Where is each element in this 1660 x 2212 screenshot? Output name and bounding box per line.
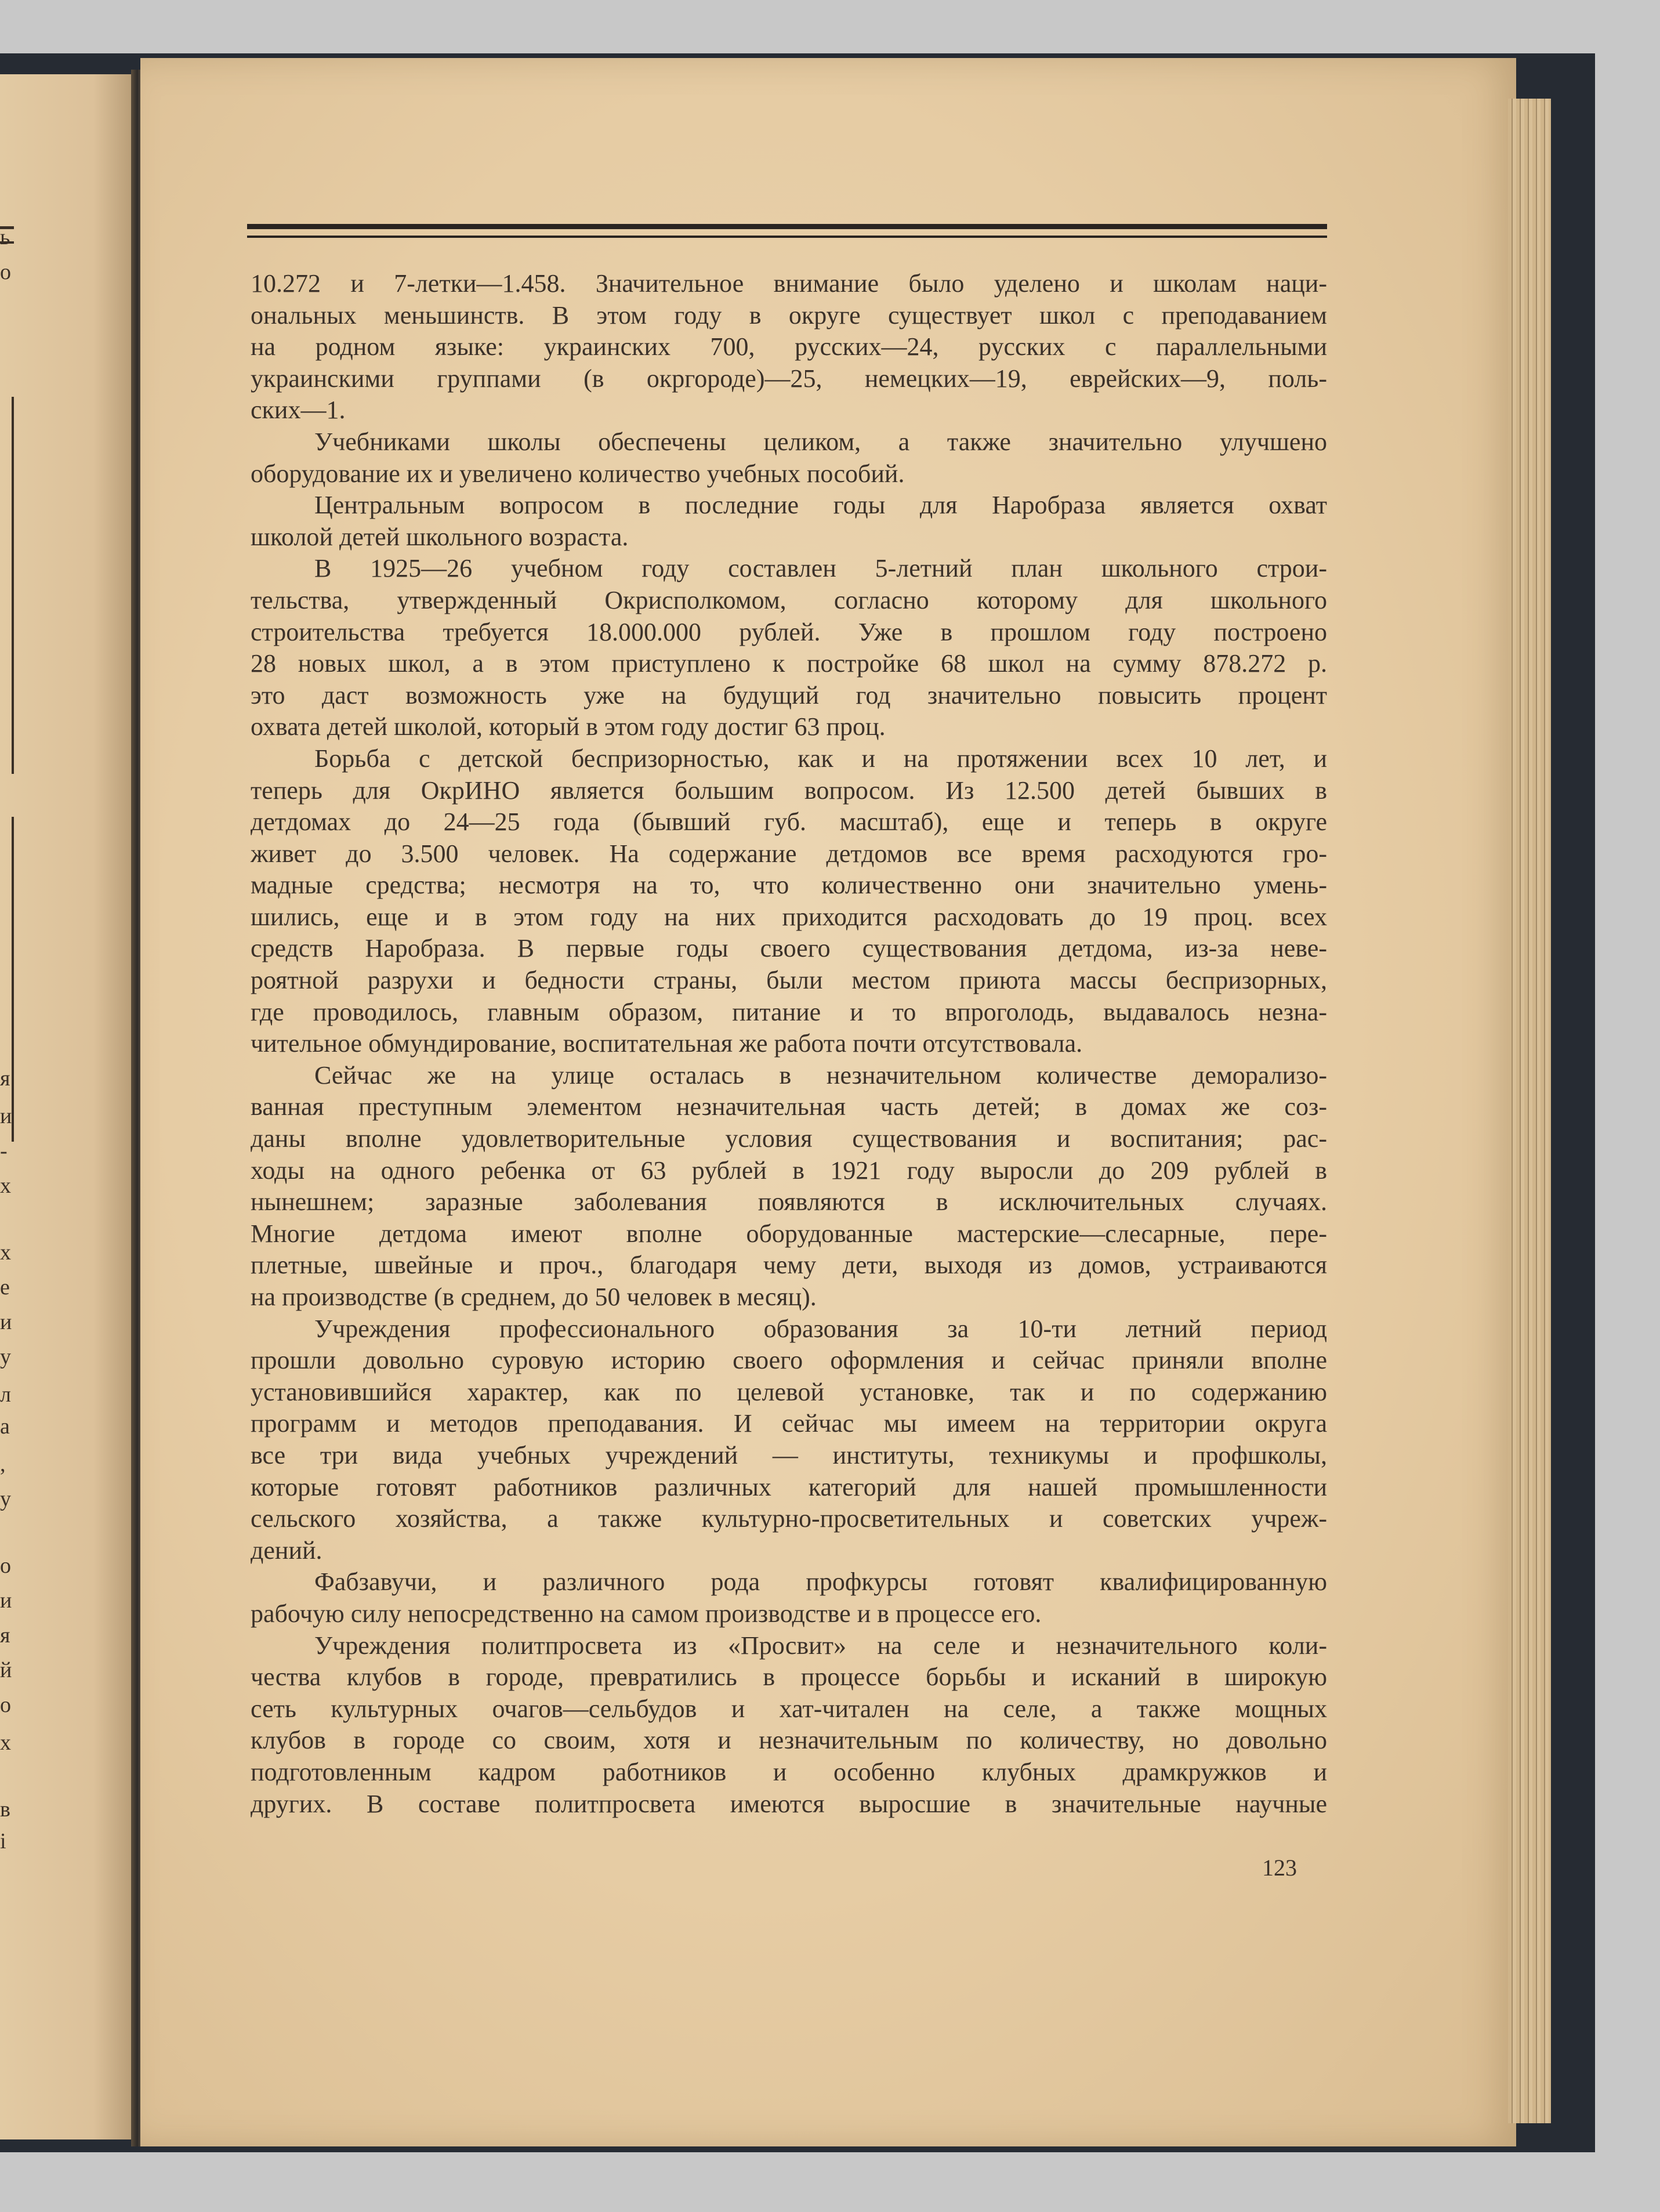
left-page-edge-letter: х <box>0 1174 11 1198</box>
text-line: Многие детдома имеют вполне оборудованные мастерские—слесарные, пере- <box>251 1219 1327 1248</box>
text-line: теперь для ОкрИНО является большим вопросом. Из 12.500 детей бывших в <box>251 776 1327 805</box>
left-page-edge-letter: е <box>0 1275 10 1299</box>
left-page-edge-letter: о <box>0 1554 11 1578</box>
left-page-edge-letter: і <box>0 1829 6 1853</box>
text-line: чества клубов в городе, превратились в процессе борьбы и исканий в широкую <box>251 1663 1327 1692</box>
left-page-edge-letter: в <box>0 1797 10 1822</box>
text-line: ванная преступным элементом незначительная часть детей; в домах же соз- <box>251 1092 1327 1121</box>
page-number: 123 <box>1262 1855 1297 1881</box>
text-line: которые готовят работников различных категорий для нашей промышленности <box>251 1472 1327 1501</box>
page-edges <box>1508 99 1551 2123</box>
text-line: Учреждения профессионального образования за 10-ти летний период <box>314 1314 1327 1343</box>
text-line: 28 новых школ, а в этом приступлено к постройке 68 школ на сумму 878.272 р. <box>251 649 1327 678</box>
text-line: Учреждения политпросвета из «Просвит» на селе и незначительного коли- <box>314 1631 1327 1660</box>
text-line: все три вида учебных учреждений — институты, техникумы и профшколы, <box>251 1440 1327 1469</box>
left-page-edge-letter: и <box>0 1104 12 1128</box>
text-line: плетные, швейные и проч., благодаря чему дети, выходя из домов, устраиваются <box>251 1251 1327 1280</box>
left-page-edge-letter: ь <box>0 225 10 249</box>
left-page-edge-letter: - <box>0 1139 8 1163</box>
left-page-edge-letter: я <box>0 1623 10 1648</box>
left-page-edge-letter: о <box>0 260 11 284</box>
text-line: чительное обмундирование, воспитательная же работа почти отсутствовала. <box>251 1029 1083 1058</box>
text-line: шились, еще и в этом году на них приходится расходовать до 19 проц. всех <box>251 902 1327 931</box>
text-line: Сейчас же на улице осталась в незначительном количестве деморализо- <box>314 1060 1327 1089</box>
text-line: мадные средства; несмотря на то, что количественно они значительно умень- <box>251 871 1327 900</box>
text-line: других. В составе политпросвета имеются выросшие в значительные научные <box>251 1789 1327 1818</box>
text-line: на производстве (в среднем, до 50 человек в месяц). <box>251 1283 817 1311</box>
left-page-edge-letter: у <box>0 1487 11 1511</box>
left-page-box-line <box>12 817 14 1142</box>
text-line: ских—1. <box>251 396 346 425</box>
text-line: тельства, утвержденный Окрисполкомом, согласно которому для школьного <box>251 585 1327 614</box>
text-line: роятной разрухи и бедности страны, были местом приюта массы беспризорных, <box>251 966 1327 995</box>
text-line: дений. <box>251 1536 322 1565</box>
left-page-edge-letter: о <box>0 1693 11 1717</box>
text-line: средств Наробраза. В первые годы своего существования детдома, из-за неве- <box>251 934 1327 963</box>
left-page-edge-letter: а <box>0 1414 10 1439</box>
text-line: сеть культурных очагов—сельбудов и хат-читален на селе, а также мощных <box>251 1694 1327 1723</box>
text-line: даны вполне удовлетворительные условия существования и воспитания; рас- <box>251 1124 1327 1153</box>
left-page-edge-letter: у <box>0 1345 11 1369</box>
text-line: Учебниками школы обеспечены целиком, а также значительно улучшено <box>314 427 1327 456</box>
left-page-edge-letter: и <box>0 1310 12 1334</box>
left-page-edge <box>0 74 133 2139</box>
text-line: 10.272 и 7-летки—1.458. Значительное внимание было уделено и школам наци- <box>251 269 1327 298</box>
text-line: прошли довольно суровую историю своего оформления и сейчас приняли вполне <box>251 1346 1327 1375</box>
left-page-edge-letter: й <box>0 1658 12 1682</box>
text-line: на родном языке: украинских 700, русских—24, русских с параллельными <box>251 332 1327 361</box>
text-line: детдомах до 24—25 года (бывший губ. масштаб), еще и теперь в округе <box>251 808 1327 837</box>
text-line: сельского хозяйства, а также культурно-просветительных и советских учреж- <box>251 1504 1327 1533</box>
text-line: программ и методов преподавания. И сейчас мы имеем на территории округа <box>251 1409 1327 1438</box>
left-page-edge-letter: и <box>0 1588 12 1613</box>
text-line: ональных меньшинств. В этом году в округе существует школ с преподаванием <box>251 301 1327 330</box>
left-page-edge-letter: л <box>0 1382 11 1407</box>
text-line: нынешнем; заразные заболевания появляются в исключительных случаях. <box>251 1188 1327 1217</box>
left-page-box-line <box>12 397 14 774</box>
text-line: украинскими группами (в окргороде)—25, немецких—19, еврейских—9, поль- <box>251 364 1327 393</box>
text-line: установившийся характер, как по целевой установке, так и по содержанию <box>251 1377 1327 1406</box>
text-line: живет до 3.500 человек. На содержание детдомов все время расходуются гро- <box>251 839 1327 868</box>
header-rule-thin <box>247 236 1327 238</box>
text-line: оборудование их и увеличено количество учебных пособий. <box>251 459 905 488</box>
left-page-edge-letter: я <box>0 1066 10 1091</box>
left-page-edge-letter: х <box>0 1730 11 1755</box>
text-line: строительства требуется 18.000.000 рублей. Уже в прошлом году построено <box>251 617 1327 646</box>
text-line: Борьба с детской беспризорностью, как и на протяжении всех 10 лет, и <box>314 744 1327 773</box>
text-line: В 1925—26 учебном году составлен 5-летний план школьного строи- <box>314 554 1327 583</box>
text-line: где проводилось, главным образом, питание и то впроголодь, выдавалось незна- <box>251 997 1327 1026</box>
header-rule <box>247 224 1327 229</box>
text-line: подготовленным кадром работников и особенно клубных драмкружков и <box>251 1757 1327 1786</box>
text-line: это даст возможность уже на будущий год значительно повысить процент <box>251 680 1327 709</box>
text-line: охвата детей школой, который в этом году достиг 63 проц. <box>251 712 886 741</box>
body-text <box>251 268 1327 1820</box>
text-line: клубов в городе со своим, хотя и незначительным по количеству, но довольно <box>251 1726 1327 1755</box>
text-line: ходы на одного ребенка от 63 рублей в 1921 году выросли до 209 рублей в <box>251 1156 1327 1185</box>
text-line: Центральным вопросом в последние годы для Наробраза является охват <box>314 491 1327 520</box>
left-page-edge-letter: х <box>0 1240 11 1265</box>
left-page-edge-letter: , <box>0 1452 6 1476</box>
text-line: школой детей школьного возраста. <box>251 522 629 551</box>
text-line: Фабзавучи, и различного рода профкурсы готовят квалифицированную <box>314 1567 1327 1596</box>
text-line: рабочую силу непосредственно на самом производстве и в процессе его. <box>251 1599 1042 1628</box>
